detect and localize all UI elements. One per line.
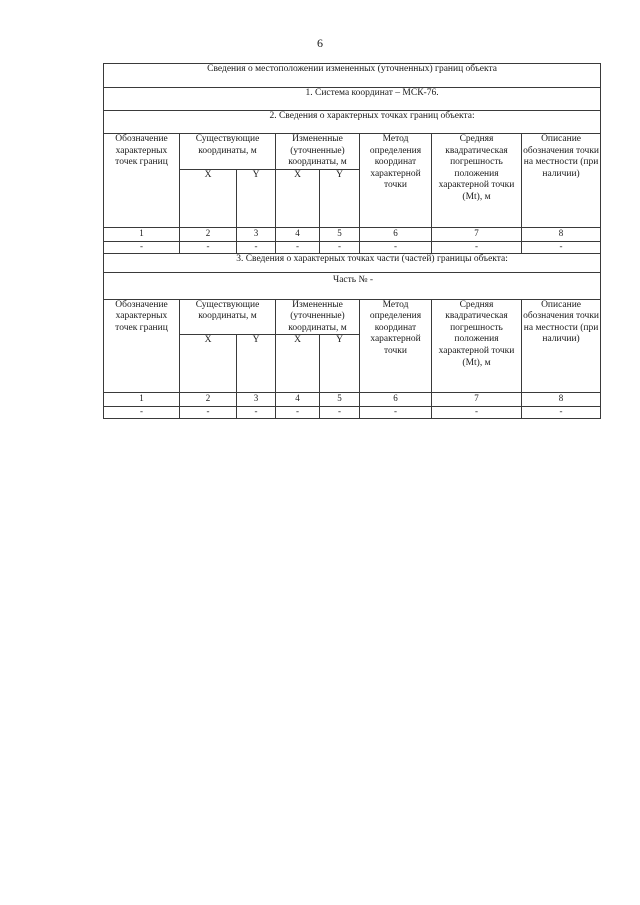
header-existing-y: Y xyxy=(237,335,276,393)
table-row xyxy=(104,407,601,419)
column-number: 4 xyxy=(276,227,320,241)
header-changed: Измененные (уточненные) координаты, м xyxy=(276,134,360,170)
header-method: Метод определения координат характерной точки xyxy=(360,134,432,228)
column-number: 6 xyxy=(360,227,432,241)
column-number: 3 xyxy=(237,393,276,407)
page-number: 6 xyxy=(317,36,323,50)
empty-cell: - xyxy=(320,241,360,253)
column-number: 6 xyxy=(360,393,432,407)
empty-cell: - xyxy=(276,241,320,253)
column-number: 2 xyxy=(180,393,237,407)
header-method: Метод определения координат характерной точки xyxy=(360,299,432,393)
column-number-row xyxy=(104,227,601,241)
empty-cell: - xyxy=(360,407,432,419)
column-number: 7 xyxy=(432,227,522,241)
part-label: Часть № - xyxy=(104,272,601,299)
empty-cell: - xyxy=(276,407,320,419)
header-designation: Обозначение характерных точек границ xyxy=(104,134,180,228)
column-number-row xyxy=(104,393,601,407)
table-title: Сведения о местоположении измененных (уточненных) границ объекта xyxy=(104,64,601,88)
empty-cell: - xyxy=(104,407,180,419)
header-existing-y: Y xyxy=(237,169,276,227)
header-existing: Существующие координаты, м xyxy=(180,299,276,335)
column-number: 1 xyxy=(104,227,180,241)
column-number: 7 xyxy=(432,393,522,407)
column-number: 8 xyxy=(522,393,601,407)
column-number: 8 xyxy=(522,227,601,241)
empty-cell: - xyxy=(180,407,237,419)
header-existing-x: X xyxy=(180,335,237,393)
empty-cell: - xyxy=(432,241,522,253)
empty-cell: - xyxy=(180,241,237,253)
empty-cell: - xyxy=(360,241,432,253)
header-description: Описание обозначения точки на местности (при наличии) xyxy=(522,299,601,393)
column-number: 5 xyxy=(320,227,360,241)
empty-cell: - xyxy=(432,407,522,419)
header-changed-x: X xyxy=(276,169,320,227)
header-existing-x: X xyxy=(180,169,237,227)
empty-cell: - xyxy=(522,407,601,419)
header-existing: Существующие координаты, м xyxy=(180,134,276,170)
header-designation: Обозначение характерных точек границ xyxy=(104,299,180,393)
column-number: 4 xyxy=(276,393,320,407)
empty-cell: - xyxy=(237,241,276,253)
header-changed: Измененные (уточненные) координаты, м xyxy=(276,299,360,335)
header-changed-y: Y xyxy=(320,169,360,227)
column-number: 1 xyxy=(104,393,180,407)
empty-cell: - xyxy=(237,407,276,419)
coord-system: 1. Система координат – МСК-76. xyxy=(104,88,601,111)
header-error: Средняя квадратическая погрешность положения характерной точки (Mt), м xyxy=(432,134,522,228)
header-description: Описание обозначения точки на местности (при наличии) xyxy=(522,134,601,228)
header-changed-x: X xyxy=(276,335,320,393)
boundary-table xyxy=(103,63,601,419)
section-3-title: 3. Сведения о характерных точках части (частей) границы объекта: xyxy=(104,253,601,272)
header-error: Средняя квадратическая погрешность положения характерной точки (Mt), м xyxy=(432,299,522,393)
column-number: 2 xyxy=(180,227,237,241)
section-2-title: 2. Сведения о характерных точках границ объекта: xyxy=(104,111,601,134)
empty-cell: - xyxy=(320,407,360,419)
column-number: 5 xyxy=(320,393,360,407)
empty-cell: - xyxy=(522,241,601,253)
column-number: 3 xyxy=(237,227,276,241)
empty-cell: - xyxy=(104,241,180,253)
table-row xyxy=(104,241,601,253)
header-changed-y: Y xyxy=(320,335,360,393)
